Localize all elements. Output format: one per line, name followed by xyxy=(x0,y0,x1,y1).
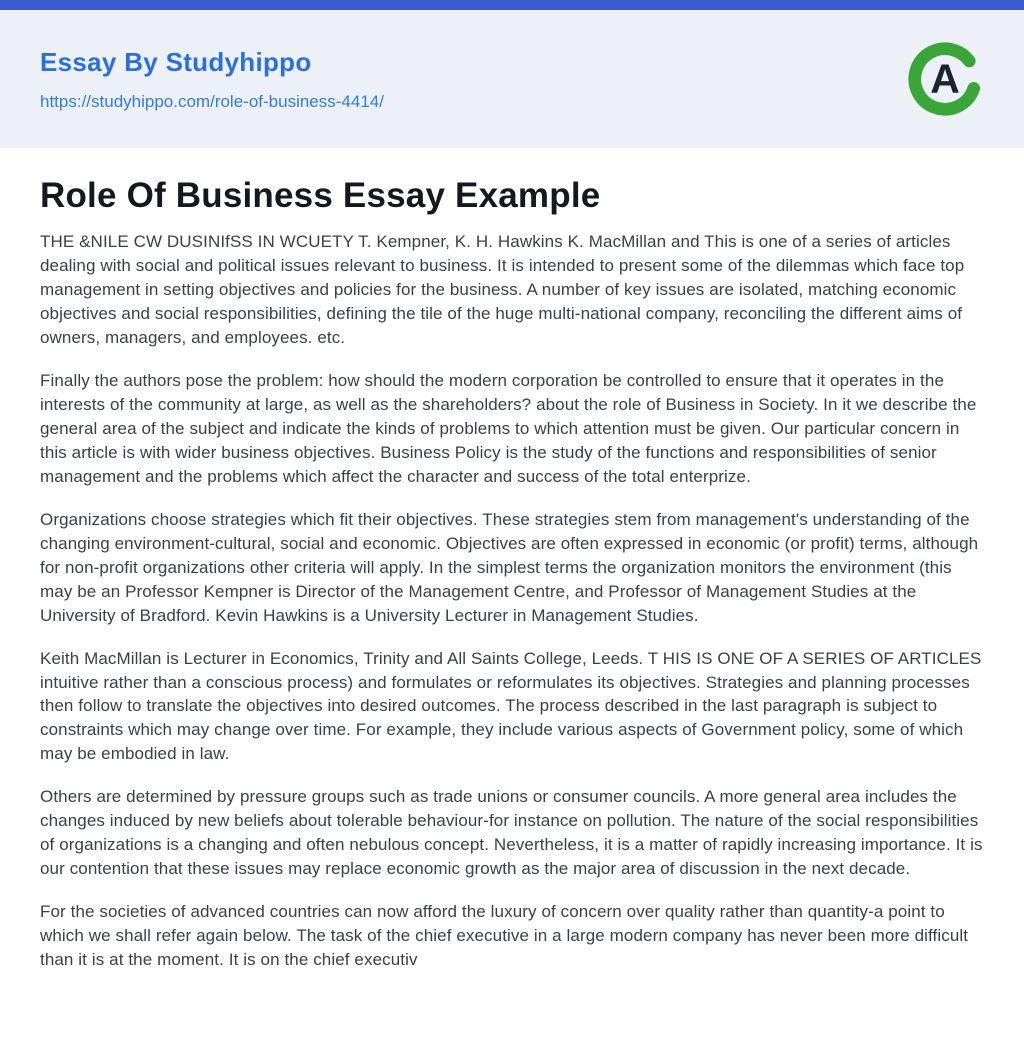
article-paragraph: THE &NILE CW DUSINIfSS IN WCUETY T. Kempner, K. H. Hawkins K. MacMillan and This is one of a series of articles dealing with social and political issues relevant to business. It is intended to present some of the dilemmas which face top management in setting objectives and policies for the business. A number of key issues are isolated, matching economic objectives and social responsibilities, defining the tile of the huge multi-national company, reconciling the different aims of owners, managers, and employees. etc. xyxy=(40,232,965,347)
studyhippo-logo-icon xyxy=(906,40,984,118)
logo-letter: A xyxy=(930,55,960,102)
article-paragraph: Organizations choose strategies which fit their objectives. These strategies stem from management's understanding of the changing environment-cultural, social and economic. Objectives are often expressed in economic (or profit) terms, although for non-profit organizations other criteria will apply. In the simplest terms the organization monitors the environment (this may be an Professor Kempner is Director of the Management Centre, and Professor of Management Studies at the University of Bradford. Kevin Hawkins is a University Lecturer in Management Studies. xyxy=(40,509,979,625)
source-url-link[interactable]: https://studyhippo.com/role-of-business-4414/ xyxy=(40,91,384,111)
article-paragraph: Keith MacMillan is Lecturer in Economics, Trinity and All Saints College, Leeds. T HIS IS ONE OF A SERIES OF ARTICLES intuitive rather than a conscious process) and formulates or reformulates its objectives. Strategies and planning processes then follow to translate the objectives into desired outcomes. The process described in the last paragraph is subject to constraints which may change over time. For example, they include various aspects of Government policy, some of which may be embodied in law. xyxy=(40,648,982,764)
header-text-block xyxy=(40,47,384,112)
article-paragraph: Others are determined by pressure groups such as trade unions or consumer councils. A more general area includes the changes induced by new beliefs about tolerable behaviour-for instance on pollution. The nature of the social responsibilities of organizations is a changing and often nebulous concept. Nevertheless, it is a matter of rapidly increasing importance. It is our contention that these issues may replace economic growth as the major area of discussion in the next decade. xyxy=(40,787,983,879)
top-accent-bar xyxy=(0,0,1024,10)
studyhippo-logo xyxy=(906,40,984,118)
brand-link[interactable]: Essay By Studyhippo xyxy=(40,46,312,77)
page-title: Role Of Business Essay Example xyxy=(40,176,601,215)
page-header xyxy=(0,10,1024,148)
article-paragraph: Finally the authors pose the problem: how should the modern corporation be controlled to ensure that it operates in the interests of the community at large, as well as the shareholders? about the role of Business in Society. In it we describe the general area of the subject and indicate the kinds of problems to which attention must be given. Our particular concern in this article is with wider business objectives. Business Policy is the study of the functions and responsibilities of senior management and the problems which affect the character and success of the total enterprize. xyxy=(40,370,977,486)
article-paragraph: For the societies of advanced countries can now afford the luxury of concern over quality rather than quantity-a point to which we shall refer again below. The task of the chief executive in a large modern company has never been more difficult than it is at the moment. It is on the chief executiv xyxy=(40,902,969,970)
article-body xyxy=(0,148,1024,1021)
